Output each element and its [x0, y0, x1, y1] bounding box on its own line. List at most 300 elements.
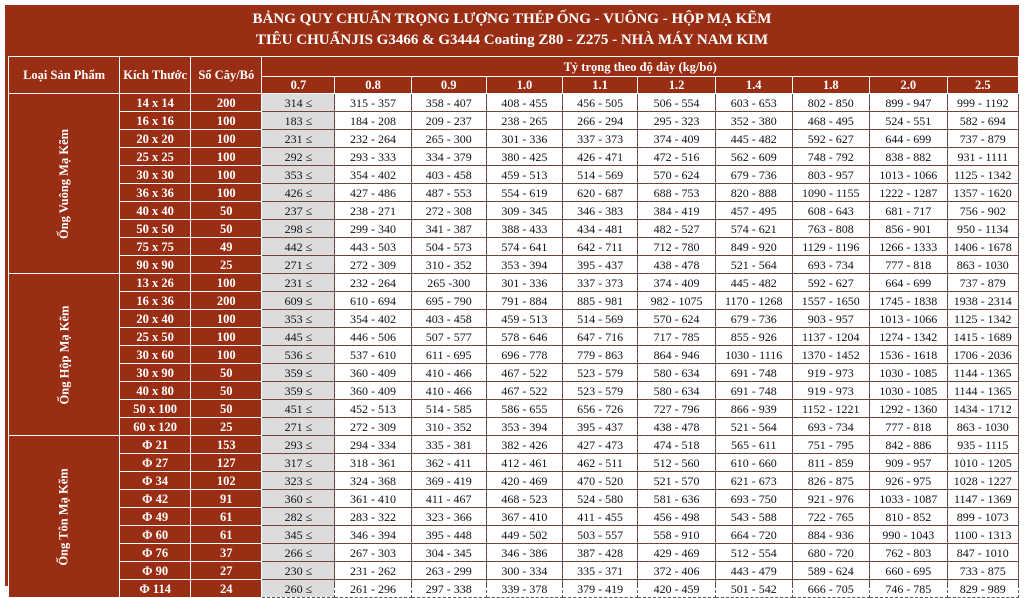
- weight-cell: 353 - 394: [486, 418, 562, 436]
- weight-cell: 487 - 553: [411, 184, 486, 202]
- weight-cell: 301 - 336: [486, 130, 562, 148]
- weight-cell: 267 - 303: [335, 544, 411, 562]
- weight-table: [8, 56, 1019, 598]
- size-cell: 16 x 36: [120, 292, 191, 310]
- size-cell: 25 x 25: [120, 148, 191, 166]
- size-cell: 13 x 26: [120, 274, 191, 292]
- weight-cell: 866 - 939: [715, 400, 792, 418]
- weight-cell: 467 - 522: [486, 382, 562, 400]
- weight-cell: 293 - 333: [335, 148, 411, 166]
- weight-cell: 903 - 957: [792, 310, 870, 328]
- weight-cell: 358 - 407: [411, 94, 486, 112]
- table-row: [9, 328, 1019, 346]
- weight-cell: 230 ≤: [262, 562, 335, 580]
- weight-cell: 756 - 902: [947, 202, 1018, 220]
- weight-cell: 183 ≤: [262, 112, 335, 130]
- weight-cell: 681 - 717: [870, 202, 948, 220]
- weight-cell: 292 ≤: [262, 148, 335, 166]
- weight-cell: 468 - 495: [792, 112, 870, 130]
- count-cell: 200: [191, 94, 262, 112]
- count-cell: 100: [191, 130, 262, 148]
- weight-cell: 791 - 884: [486, 292, 562, 310]
- size-cell: 14 x 14: [120, 94, 191, 112]
- weight-cell: 266 - 294: [562, 112, 637, 130]
- size-cell: 16 x 16: [120, 112, 191, 130]
- weight-cell: 746 - 785: [870, 580, 948, 598]
- weight-cell: 434 - 481: [562, 220, 637, 238]
- weight-cell: 855 - 926: [715, 328, 792, 346]
- weight-cell: 384 - 419: [638, 202, 716, 220]
- weight-cell: 445 ≤: [262, 328, 335, 346]
- weight-cell: 323 ≤: [262, 472, 335, 490]
- size-cell: Φ 90: [120, 562, 191, 580]
- weight-cell: 1144 - 1365: [947, 364, 1018, 382]
- weight-cell: 232 - 264: [335, 130, 411, 148]
- size-cell: 20 x 20: [120, 130, 191, 148]
- weight-cell: 1274 - 1342: [870, 328, 948, 346]
- weight-cell: 184 - 208: [335, 112, 411, 130]
- weight-cell: 403 - 458: [411, 310, 486, 328]
- weight-cell: 298 ≤: [262, 220, 335, 238]
- weight-cell: 260 ≤: [262, 580, 335, 598]
- table-row: [9, 112, 1019, 130]
- weight-cell: 209 - 237: [411, 112, 486, 130]
- weight-cell: 620 - 687: [562, 184, 637, 202]
- weight-cell: 1745 - 1838: [870, 292, 948, 310]
- weight-cell: 570 - 624: [638, 166, 716, 184]
- weight-cell: 999 - 1192: [947, 94, 1018, 112]
- table-row: [9, 418, 1019, 436]
- weight-cell: 352 - 380: [715, 112, 792, 130]
- weight-cell: 446 - 506: [335, 328, 411, 346]
- weight-cell: 1090 - 1155: [792, 184, 870, 202]
- table-row: [9, 274, 1019, 292]
- weight-cell: 578 - 646: [486, 328, 562, 346]
- weight-cell: 362 - 411: [411, 454, 486, 472]
- weight-cell: 514 - 569: [562, 166, 637, 184]
- table-row: [9, 220, 1019, 238]
- weight-cell: 693 - 734: [792, 256, 870, 274]
- weight-cell: 737 - 879: [947, 130, 1018, 148]
- weight-cell: 982 - 1075: [638, 292, 716, 310]
- weight-cell: 693 - 734: [792, 418, 870, 436]
- weight-cell: 310 - 352: [411, 256, 486, 274]
- weight-cell: 237 ≤: [262, 202, 335, 220]
- size-cell: 50 x 50: [120, 220, 191, 238]
- count-cell: 50: [191, 382, 262, 400]
- size-cell: 90 x 90: [120, 256, 191, 274]
- weight-cell: 271 ≤: [262, 256, 335, 274]
- weight-cell: 581 - 636: [638, 490, 716, 508]
- weight-cell: 445 - 482: [715, 274, 792, 292]
- size-cell: Φ 42: [120, 490, 191, 508]
- weight-cell: 647 - 716: [562, 328, 637, 346]
- weight-cell: 507 - 577: [411, 328, 486, 346]
- size-cell: Φ 60: [120, 526, 191, 544]
- table-row: [9, 472, 1019, 490]
- count-cell: 100: [191, 112, 262, 130]
- size-cell: Φ 49: [120, 508, 191, 526]
- weight-cell: 733 - 875: [947, 562, 1018, 580]
- weight-cell: 459 - 513: [486, 310, 562, 328]
- weight-cell: 403 - 458: [411, 166, 486, 184]
- size-cell: 30 x 30: [120, 166, 191, 184]
- table-row: [9, 436, 1019, 454]
- weight-cell: 514 - 569: [562, 310, 637, 328]
- table-row: [9, 346, 1019, 364]
- count-cell: 200: [191, 292, 262, 310]
- weight-cell: 990 - 1043: [870, 526, 948, 544]
- size-cell: 30 x 60: [120, 346, 191, 364]
- product-group-name: Ống Hộp Mạ Kẽm: [57, 305, 72, 404]
- table-row: [9, 490, 1019, 508]
- weight-cell: 921 - 976: [792, 490, 870, 508]
- weight-cell: 1030 - 1085: [870, 364, 948, 382]
- weight-cell: 482 - 527: [638, 220, 716, 238]
- weight-cell: 408 - 455: [486, 94, 562, 112]
- weight-cell: 884 - 936: [792, 526, 870, 544]
- weight-cell: 679 - 736: [715, 310, 792, 328]
- weight-cell: 462 - 511: [562, 454, 637, 472]
- weight-cell: 354 - 402: [335, 166, 411, 184]
- weight-cell: 443 - 479: [715, 562, 792, 580]
- weight-cell: 512 - 554: [715, 544, 792, 562]
- size-cell: 60 x 120: [120, 418, 191, 436]
- weight-cell: 693 - 750: [715, 490, 792, 508]
- weight-cell: 1706 - 2036: [947, 346, 1018, 364]
- weight-cell: 420 - 459: [638, 580, 716, 598]
- weight-cell: 810 - 852: [870, 508, 948, 526]
- weight-cell: 445 - 482: [715, 130, 792, 148]
- weight-cell: 427 - 486: [335, 184, 411, 202]
- weight-cell: 304 - 345: [411, 544, 486, 562]
- weight-cell: 838 - 882: [870, 148, 948, 166]
- weight-cell: 411 - 467: [411, 490, 486, 508]
- weight-cell: 543 - 588: [715, 508, 792, 526]
- weight-cell: 592 - 627: [792, 274, 870, 292]
- weight-cell: 501 - 542: [715, 580, 792, 598]
- weight-cell: 261 - 296: [335, 580, 411, 598]
- weight-cell: 826 - 875: [792, 472, 870, 490]
- weight-cell: 751 - 795: [792, 436, 870, 454]
- count-cell: 102: [191, 472, 262, 490]
- weight-cell: 324 - 368: [335, 472, 411, 490]
- weight-cell: 666 - 705: [792, 580, 870, 598]
- table-row: [9, 544, 1019, 562]
- thickness-header: 0.7: [262, 77, 335, 94]
- table-row: [9, 562, 1019, 580]
- weight-cell: 297 - 338: [411, 580, 486, 598]
- table-row: [9, 508, 1019, 526]
- weight-cell: 468 - 523: [486, 490, 562, 508]
- count-cell: 61: [191, 508, 262, 526]
- weight-cell: 457 - 495: [715, 202, 792, 220]
- weight-cell: 691 - 748: [715, 382, 792, 400]
- weight-cell: 271 ≤: [262, 418, 335, 436]
- weight-cell: 642 - 711: [562, 238, 637, 256]
- weight-cell: 926 - 975: [870, 472, 948, 490]
- weight-cell: 282 ≤: [262, 508, 335, 526]
- weight-cell: 1357 - 1620: [947, 184, 1018, 202]
- size-cell: 50 x 100: [120, 400, 191, 418]
- weight-cell: 554 - 619: [486, 184, 562, 202]
- weight-cell: 301 - 336: [486, 274, 562, 292]
- table-subtitle: TIÊU CHUẨNJIS G3466 & G3444 Coating Z80 - Z275 - NHÀ MÁY NAM KIM: [255, 32, 769, 48]
- weight-cell: 272 - 308: [411, 202, 486, 220]
- count-cell: 24: [191, 580, 262, 598]
- weight-cell: 777 - 818: [870, 418, 948, 436]
- table-row: [9, 292, 1019, 310]
- weight-cell: 611 - 695: [411, 346, 486, 364]
- weight-cell: 1013 - 1066: [870, 310, 948, 328]
- weight-cell: 359 ≤: [262, 382, 335, 400]
- size-cell: 40 x 80: [120, 382, 191, 400]
- thickness-header: 1.1: [562, 77, 637, 94]
- count-cell: 49: [191, 238, 262, 256]
- table-title: BẢNG QUY CHUẨN TRỌNG LƯỢNG THÉP ỐNG - VUÔNG - HỘP MẠ KẼM: [252, 11, 772, 27]
- weight-cell: 691 - 748: [715, 364, 792, 382]
- weight-cell: 1144 - 1365: [947, 382, 1018, 400]
- weight-cell: 763 - 808: [792, 220, 870, 238]
- weight-cell: 580 - 634: [638, 382, 716, 400]
- weight-cell: 864 - 946: [638, 346, 716, 364]
- table-row: [9, 202, 1019, 220]
- weight-cell: 420 - 469: [486, 472, 562, 490]
- thickness-header: 2.5: [947, 77, 1018, 94]
- weight-cell: 426 - 471: [562, 148, 637, 166]
- weight-cell: 688 - 753: [638, 184, 716, 202]
- size-cell: 30 x 90: [120, 364, 191, 382]
- weight-cell: 346 - 394: [335, 526, 411, 544]
- weight-cell: 574 - 621: [715, 220, 792, 238]
- weight-cell: 427 - 473: [562, 436, 637, 454]
- product-group-label: [9, 436, 120, 598]
- weight-cell: 737 - 879: [947, 274, 1018, 292]
- weight-cell: 310 - 352: [411, 418, 486, 436]
- weight-cell: 379 - 419: [562, 580, 637, 598]
- weight-cell: 1030 - 1116: [715, 346, 792, 364]
- count-cell: 50: [191, 202, 262, 220]
- count-cell: 27: [191, 562, 262, 580]
- weight-cell: 562 - 609: [715, 148, 792, 166]
- weight-cell: 470 - 520: [562, 472, 637, 490]
- weight-cell: 337 - 373: [562, 130, 637, 148]
- weight-cell: 412 - 461: [486, 454, 562, 472]
- table-row: [9, 184, 1019, 202]
- weight-cell: 536 ≤: [262, 346, 335, 364]
- count-cell: 91: [191, 490, 262, 508]
- weight-cell: 523 - 579: [562, 382, 637, 400]
- header-weight-group: Tỷ trọng theo độ dày (kg/bó): [262, 57, 1019, 77]
- weight-cell: 395 - 448: [411, 526, 486, 544]
- product-group-label: [9, 274, 120, 436]
- weight-cell: 609 ≤: [262, 292, 335, 310]
- weight-cell: 1147 - 1369: [947, 490, 1018, 508]
- weight-cell: 1010 - 1205: [947, 454, 1018, 472]
- weight-cell: 779 - 863: [562, 346, 637, 364]
- weight-cell: 315 - 357: [335, 94, 411, 112]
- count-cell: 100: [191, 346, 262, 364]
- weight-cell: 317 ≤: [262, 454, 335, 472]
- table-row: [9, 526, 1019, 544]
- size-cell: 20 x 40: [120, 310, 191, 328]
- weight-cell: 621 - 673: [715, 472, 792, 490]
- weight-cell: 1222 - 1287: [870, 184, 948, 202]
- weight-cell: 748 - 792: [792, 148, 870, 166]
- weight-cell: 660 - 695: [870, 562, 948, 580]
- weight-cell: 459 - 513: [486, 166, 562, 184]
- weight-cell: 811 - 859: [792, 454, 870, 472]
- weight-cell: 360 ≤: [262, 490, 335, 508]
- weight-cell: 354 - 402: [335, 310, 411, 328]
- weight-cell: 359 ≤: [262, 364, 335, 382]
- weight-cell: 696 - 778: [486, 346, 562, 364]
- weight-cell: 266 ≤: [262, 544, 335, 562]
- weight-cell: 524 - 551: [870, 112, 948, 130]
- weight-cell: 231 ≤: [262, 130, 335, 148]
- weight-cell: 1406 - 1678: [947, 238, 1018, 256]
- weight-cell: 238 - 271: [335, 202, 411, 220]
- weight-cell: 514 - 585: [411, 400, 486, 418]
- weight-cell: 410 - 466: [411, 382, 486, 400]
- size-cell: Φ 114: [120, 580, 191, 598]
- table-row: [9, 130, 1019, 148]
- weight-cell: 265 - 300: [411, 130, 486, 148]
- weight-cell: 1125 - 1342: [947, 166, 1018, 184]
- thickness-header: 1.8: [792, 77, 870, 94]
- weight-cell: 820 - 888: [715, 184, 792, 202]
- weight-cell: 565 - 611: [715, 436, 792, 454]
- weight-cell: 318 - 361: [335, 454, 411, 472]
- weight-cell: 429 - 469: [638, 544, 716, 562]
- weight-cell: 1266 - 1333: [870, 238, 948, 256]
- weight-cell: 1170 - 1268: [715, 292, 792, 310]
- weight-cell: 899 - 1073: [947, 508, 1018, 526]
- weight-cell: 335 - 371: [562, 562, 637, 580]
- weight-cell: 680 - 720: [792, 544, 870, 562]
- thickness-header: 1.0: [486, 77, 562, 94]
- count-cell: 25: [191, 418, 262, 436]
- table-row: [9, 94, 1019, 112]
- weight-cell: 346 - 386: [486, 544, 562, 562]
- count-cell: 25: [191, 256, 262, 274]
- weight-cell: 438 - 478: [638, 418, 716, 436]
- weight-cell: 294 - 334: [335, 436, 411, 454]
- count-cell: 153: [191, 436, 262, 454]
- weight-cell: 353 ≤: [262, 310, 335, 328]
- weight-cell: 309 - 345: [486, 202, 562, 220]
- weight-cell: 586 - 655: [486, 400, 562, 418]
- weight-cell: 679 - 736: [715, 166, 792, 184]
- thickness-header: 0.9: [411, 77, 486, 94]
- weight-cell: 512 - 560: [638, 454, 716, 472]
- weight-cell: 1129 - 1196: [792, 238, 870, 256]
- weight-table-sheet: [5, 5, 1019, 596]
- weight-cell: 1434 - 1712: [947, 400, 1018, 418]
- weight-cell: 341 - 387: [411, 220, 486, 238]
- table-row: [9, 310, 1019, 328]
- count-cell: 50: [191, 220, 262, 238]
- weight-cell: 1557 - 1650: [792, 292, 870, 310]
- weight-cell: 1030 - 1085: [870, 382, 948, 400]
- weight-cell: 295 - 323: [638, 112, 716, 130]
- table-row: [9, 238, 1019, 256]
- weight-cell: 442 ≤: [262, 238, 335, 256]
- count-cell: 100: [191, 148, 262, 166]
- size-cell: Φ 34: [120, 472, 191, 490]
- weight-cell: 580 - 634: [638, 364, 716, 382]
- size-cell: 25 x 50: [120, 328, 191, 346]
- weight-cell: 231 ≤: [262, 274, 335, 292]
- weight-cell: 885 - 981: [562, 292, 637, 310]
- weight-cell: 334 - 379: [411, 148, 486, 166]
- weight-cell: 300 - 334: [486, 562, 562, 580]
- weight-cell: 353 - 394: [486, 256, 562, 274]
- weight-cell: 1100 - 1313: [947, 526, 1018, 544]
- weight-cell: 335 - 381: [411, 436, 486, 454]
- header-count: Số Cây/Bó: [191, 57, 262, 94]
- product-group-name: Ống Tôn Mạ Kẽm: [57, 467, 72, 566]
- weight-cell: 231 - 262: [335, 562, 411, 580]
- weight-cell: 610 - 660: [715, 454, 792, 472]
- weight-cell: 592 - 627: [792, 130, 870, 148]
- weight-cell: 299 - 340: [335, 220, 411, 238]
- count-cell: 61: [191, 526, 262, 544]
- weight-cell: 777 - 818: [870, 256, 948, 274]
- count-cell: 100: [191, 166, 262, 184]
- weight-cell: 919 - 973: [792, 364, 870, 382]
- size-cell: 75 x 75: [120, 238, 191, 256]
- weight-cell: 443 - 503: [335, 238, 411, 256]
- weight-cell: 369 - 419: [411, 472, 486, 490]
- count-cell: 50: [191, 364, 262, 382]
- weight-cell: 558 - 910: [638, 526, 716, 544]
- weight-cell: 360 - 409: [335, 382, 411, 400]
- weight-cell: 395 - 437: [562, 256, 637, 274]
- weight-cell: 521 - 564: [715, 256, 792, 274]
- weight-cell: 537 - 610: [335, 346, 411, 364]
- weight-cell: 232 - 264: [335, 274, 411, 292]
- weight-cell: 449 - 502: [486, 526, 562, 544]
- weight-cell: 574 - 641: [486, 238, 562, 256]
- count-cell: 50: [191, 400, 262, 418]
- weight-cell: 452 - 513: [335, 400, 411, 418]
- weight-cell: 582 - 694: [947, 112, 1018, 130]
- weight-cell: 521 - 564: [715, 418, 792, 436]
- weight-cell: 504 - 573: [411, 238, 486, 256]
- weight-cell: 863 - 1030: [947, 418, 1018, 436]
- weight-cell: 382 - 426: [486, 436, 562, 454]
- header-size: Kích Thước: [120, 57, 191, 94]
- count-cell: 100: [191, 328, 262, 346]
- weight-cell: 829 - 989: [947, 580, 1018, 598]
- weight-cell: 935 - 1115: [947, 436, 1018, 454]
- weight-cell: 589 - 624: [792, 562, 870, 580]
- weight-cell: 337 - 373: [562, 274, 637, 292]
- weight-cell: 323 - 366: [411, 508, 486, 526]
- weight-cell: 293 ≤: [262, 436, 335, 454]
- weight-cell: 803 - 957: [792, 166, 870, 184]
- size-cell: Φ 76: [120, 544, 191, 562]
- weight-cell: 664 - 720: [715, 526, 792, 544]
- weight-cell: 849 - 920: [715, 238, 792, 256]
- weight-cell: 467 - 522: [486, 364, 562, 382]
- weight-cell: 503 - 557: [562, 526, 637, 544]
- size-cell: Φ 21: [120, 436, 191, 454]
- table-row: [9, 382, 1019, 400]
- weight-cell: 610 - 694: [335, 292, 411, 310]
- weight-cell: 524 - 580: [562, 490, 637, 508]
